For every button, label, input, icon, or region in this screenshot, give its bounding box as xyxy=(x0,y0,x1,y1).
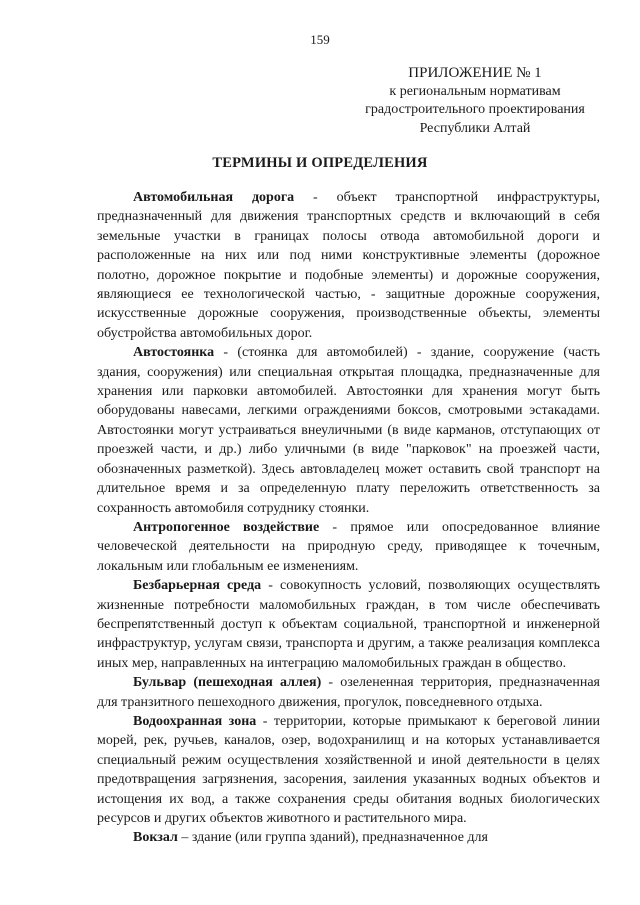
definition-text: - совокупность условий, позволяющих осуществлять жизненные потребности маломобильных граждан, в том числе обеспечивать беспрепятственный доступ к объектам социальной, транспортной и инженерной инфраструктур, услугам связи, транспорта и другим, а также реализация комплекса иных мер, направленных на интеграцию маломобильных граждан в общество. xyxy=(97,578,600,671)
definition-text: - озелененная территория, предназначенная для транзитного пешеходного движения, прогулок, повседневного отдыха. xyxy=(97,675,600,710)
definition-text: – здание (или группа зданий), предназначенное для xyxy=(177,830,488,846)
definition-paragraph xyxy=(97,188,600,343)
definition-paragraph xyxy=(97,576,600,673)
definition-term: Антропогенное воздействие xyxy=(133,519,320,535)
definition-text: - прямое или опосредованное влияние человеческой деятельности на природную среду, приводящее к точечным, локальным или глобальным ее изменениям. xyxy=(97,519,600,574)
definition-text: - территории, которые примыкают к береговой линии морей, рек, ручьев, каналов, озер, водохранилищ и на которых устанавливается специальный режим осуществления хозяйственной и иной деятельности в целях предотвращения загрязнения, засорения, заиления указанных водных объектов и истощения их вод, а также сохранения среды обитания водных биологических ресурсов и других объектов животного и растительного мира. xyxy=(97,713,600,826)
definition-term: Водоохранная зона xyxy=(133,713,257,729)
appendix-line-2: градостроительного проектирования xyxy=(365,102,585,117)
definition-paragraph xyxy=(97,343,600,518)
definition-term: Вокзал xyxy=(133,830,178,846)
definition-text: - объект транспортной инфраструктуры, предназначенный для движения транспортных средств и включающий в себя земельные участки в границах полосы отвода автомобильной дороги и расположенные на них или под ними конструктивные элементы (дорожное полотно, дорожное покрытие и подобные элементы) и дорожные сооружения, являющиеся ее технологической частью, - защитные дорожные сооружения, искусственные дорожные сооружения, производственные объекты, элементы обустройства автомобильных дорог. xyxy=(97,190,600,341)
definition-paragraph xyxy=(97,828,600,847)
document-title: ТЕРМИНЫ И ОПРЕДЕЛЕНИЯ xyxy=(212,155,428,171)
page-number: 159 xyxy=(310,32,330,47)
appendix-header xyxy=(330,64,620,138)
document-body xyxy=(97,188,600,848)
definition-paragraph xyxy=(97,673,600,712)
definition-term: Автомобильная дорога xyxy=(133,190,295,205)
definition-paragraph xyxy=(97,518,600,576)
definition-term: Бульвар (пешеходная аллея) xyxy=(133,675,322,691)
definition-term: Безбарьерная среда xyxy=(133,578,262,594)
definition-text: - (стоянка для автомобилей) - здание, сооружение (часть здания, сооружения) или специальная открытая площадка, предназначенные для хранения или парковки автомобилей. Автостоянки для хранения могут быть оборудованы навесами, легкими ограждениями боксов, смотровыми эстакадами. Автостоянки могут устраиваться внеуличными (в виде карманов, отступающих от проезжей части, и др.) либо уличными (в виде "парковок" на проезжей части, обозначенных разметкой). Здесь автовладелец может оставить свой транспорт на длительное время и за определенную плату переложить ответственность за сохранность автомобиля сотруднику стоянки. xyxy=(97,345,600,516)
appendix-line-1: к региональным нормативам xyxy=(389,83,561,99)
definition-term: Автостоянка xyxy=(133,345,215,361)
definition-paragraph xyxy=(97,712,600,828)
appendix-line-3: Республики Алтай xyxy=(419,120,531,136)
appendix-title: ПРИЛОЖЕНИЕ № 1 xyxy=(408,65,542,81)
